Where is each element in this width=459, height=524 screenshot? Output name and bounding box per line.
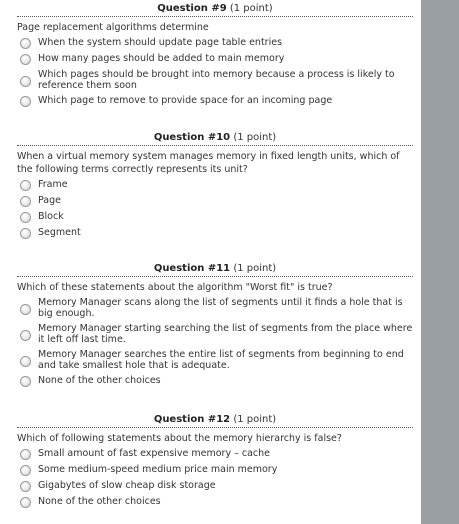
answer-label[interactable]: None of the other choices: [38, 496, 161, 507]
radio-button[interactable]: [20, 356, 31, 367]
answer-option[interactable]: [17, 211, 413, 223]
question-9: [0, 2, 421, 111]
question-12: [0, 413, 421, 512]
radio-button[interactable]: [20, 212, 31, 223]
radio-button[interactable]: [20, 38, 31, 49]
radio-button[interactable]: [20, 228, 31, 239]
question-number: Question #12: [153, 414, 231, 425]
answer-option[interactable]: [17, 297, 413, 319]
question-text: Which of following statements about the memory hierarchy is false?: [17, 433, 342, 444]
answer-option[interactable]: [17, 349, 413, 371]
radio-button[interactable]: [20, 96, 31, 107]
answer-option[interactable]: [17, 179, 413, 191]
radio-button[interactable]: [20, 304, 31, 315]
answer-label[interactable]: Block: [38, 211, 64, 222]
answer-option[interactable]: [17, 69, 413, 91]
answer-option[interactable]: [17, 480, 413, 492]
question-text: Page replacement algorithms determine: [17, 22, 209, 33]
question-number: Question #11: [153, 263, 231, 274]
answer-label[interactable]: Segment: [38, 227, 81, 238]
radio-button[interactable]: [20, 481, 31, 492]
answer-label[interactable]: Which pages should be brought into memory because a process is likely to reference them soon: [38, 69, 395, 91]
question-header: [17, 262, 413, 277]
answer-option[interactable]: [17, 95, 413, 107]
radio-button[interactable]: [20, 376, 31, 387]
answer-option[interactable]: [17, 37, 413, 49]
answer-label[interactable]: How many pages should be added to main memory: [38, 53, 285, 64]
question-header: [17, 131, 413, 146]
answer-label[interactable]: Gigabytes of slow cheap disk storage: [38, 480, 216, 491]
answer-option[interactable]: [17, 323, 413, 345]
radio-button[interactable]: [20, 196, 31, 207]
question-points: (1 point): [229, 3, 273, 14]
answer-label[interactable]: Which page to remove to provide space for an incoming page: [38, 95, 333, 106]
radio-button[interactable]: [20, 497, 31, 508]
radio-button[interactable]: [20, 465, 31, 476]
answer-label[interactable]: Frame: [38, 179, 68, 190]
radio-button[interactable]: [20, 54, 31, 65]
question-number: Question #10: [153, 132, 231, 143]
answer-label[interactable]: Memory Manager starting searching the list of segments from the place where it left off last time.: [38, 323, 413, 345]
answer-option[interactable]: [17, 53, 413, 65]
question-text: Which of these statements about the algorithm "Worst fit" is true?: [17, 282, 333, 293]
answer-label[interactable]: When the system should update page table entries: [38, 37, 283, 48]
answer-option[interactable]: [17, 227, 413, 239]
question-text: When a virtual memory system manages memory in fixed length units, which of the following terms correctly represents its unit?: [17, 151, 400, 175]
question-points: (1 point): [233, 263, 277, 274]
question-11: [0, 262, 421, 391]
question-points: (1 point): [233, 132, 277, 143]
answer-label[interactable]: Memory Manager searches the entire list of segments from beginning to end and take smallest hole that is adequate.: [38, 349, 404, 371]
question-header: [17, 2, 413, 17]
answer-label[interactable]: Some medium-speed medium price main memory: [38, 464, 278, 475]
answer-option[interactable]: [17, 464, 413, 476]
question-number: Question #9: [157, 3, 227, 14]
answer-label[interactable]: Small amount of fast expensive memory – cache: [38, 448, 271, 459]
radio-button[interactable]: [20, 76, 31, 87]
radio-button[interactable]: [20, 449, 31, 460]
question-10: [0, 131, 421, 243]
answer-label[interactable]: Page: [38, 195, 61, 206]
radio-button[interactable]: [20, 180, 31, 191]
answer-label[interactable]: Memory Manager scans along the list of segments until it finds a hole that is big enough.: [38, 297, 403, 319]
answer-option[interactable]: [17, 195, 413, 207]
radio-button[interactable]: [20, 330, 31, 341]
answer-option[interactable]: [17, 375, 413, 387]
question-points: (1 point): [233, 414, 277, 425]
question-header: [17, 413, 413, 428]
answer-label[interactable]: None of the other choices: [38, 375, 161, 386]
answer-option[interactable]: [17, 496, 413, 508]
answer-option[interactable]: [17, 448, 413, 460]
